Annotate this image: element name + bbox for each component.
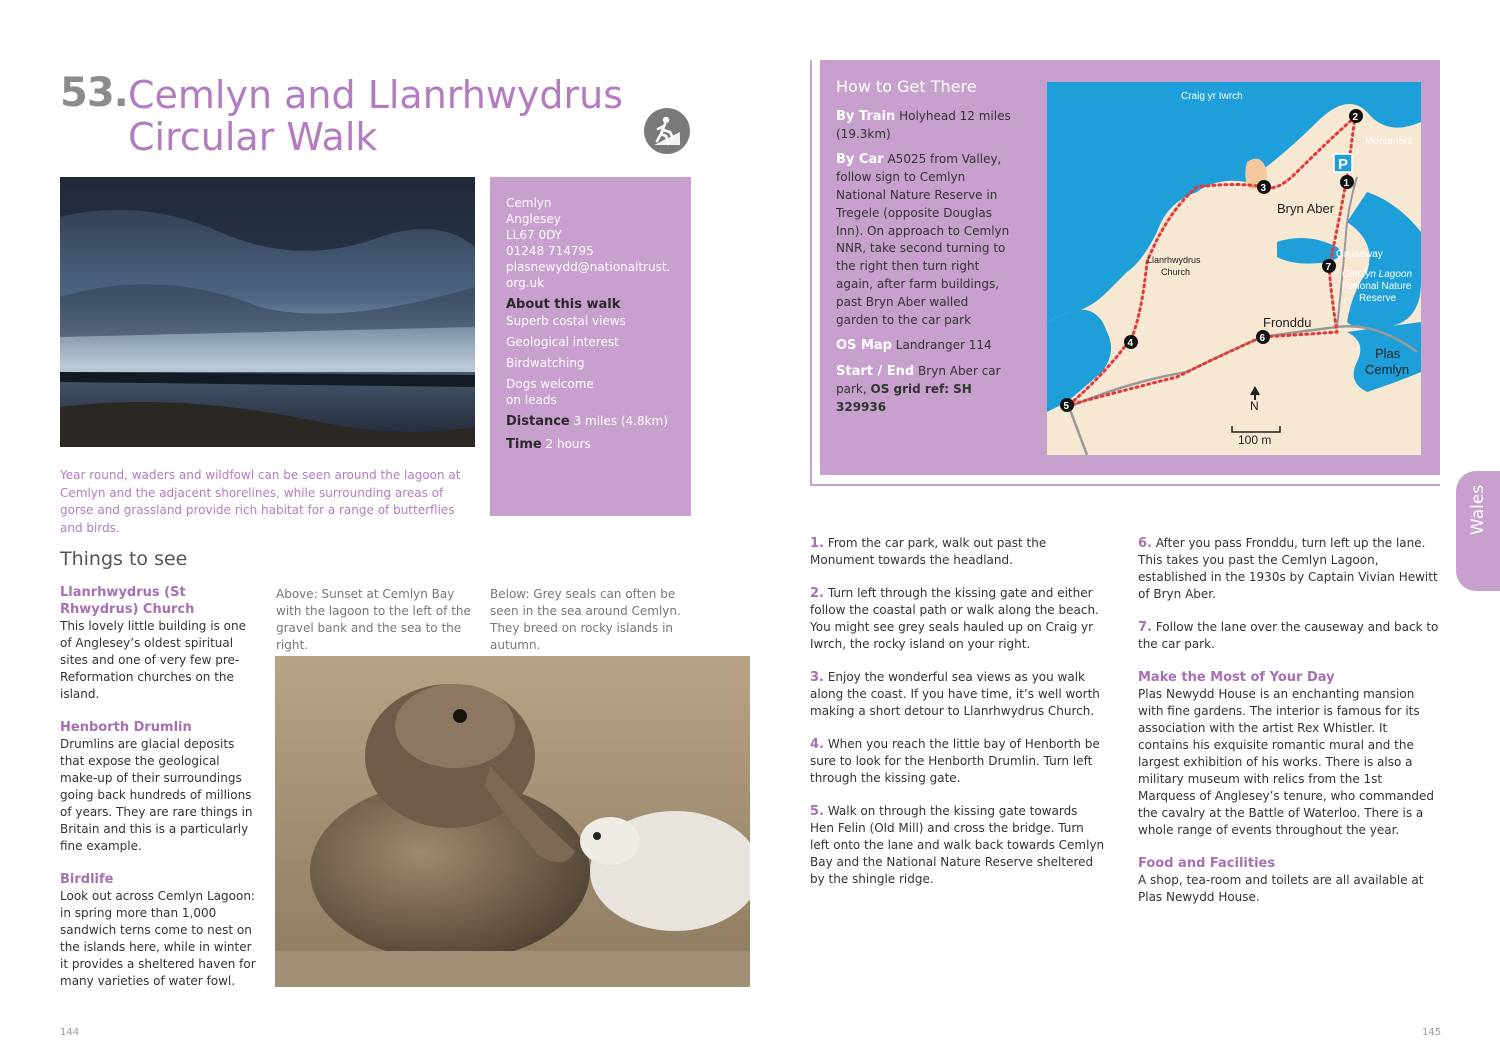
things-item-text: Drumlins are glacial deposits that expose the geological make-up of their surroundings going back hundreds of millions of years. They are rare things in Britain and this is a particularly fine example. bbox=[60, 737, 253, 853]
address-line: LL67 0DY bbox=[506, 228, 563, 242]
step-text: Follow the lane over the causeway and back to the car park. bbox=[1138, 620, 1439, 651]
step-text: From the car park, walk out past the Monument towards the headland. bbox=[810, 536, 1047, 567]
route-steps-col1 bbox=[810, 535, 1105, 904]
step-number: 3. bbox=[810, 670, 824, 685]
things-item-title: Llanrhwydrus (St Rhwydrus) Church bbox=[60, 585, 195, 617]
caption-above: Above: Sunset at Cemlyn Bay with the lagoon to the left of the gravel bank and the sea to the right. bbox=[276, 587, 471, 652]
map-label-reserve-3: Reserve bbox=[1359, 293, 1397, 304]
map-label-church-1: Llanrhwydrus bbox=[1147, 255, 1201, 265]
email-link[interactable]: org.uk bbox=[506, 276, 545, 290]
about-item: Dogs welcome bbox=[506, 377, 594, 391]
time-label: Time bbox=[506, 437, 542, 452]
extra-text: Plas Newydd House is an enchanting mansion with fine gardens. The interior is famous for its association with the artist Rex Whistler. It contains his exquisite romantic mural and the largest exhibition of his works. There is also a military museum with relics from the 1st Marquess of Anglesey’s tenure, who commanded the cavalry at the Battle of Waterloo. There is a whole range of events throughout the year. bbox=[1138, 687, 1434, 837]
page-number-right: 145 bbox=[1422, 1027, 1442, 1038]
email-link[interactable]: plasnewydd@nationaltrust. bbox=[506, 260, 671, 274]
step-number: 1. bbox=[810, 536, 824, 551]
route-map[interactable] bbox=[1047, 82, 1421, 455]
map-label-causeway: Causeway bbox=[1336, 249, 1383, 260]
car-label: By Car bbox=[836, 152, 884, 168]
north-arrow-label: N bbox=[1250, 399, 1259, 413]
distance-value: 3 miles (4.8km) bbox=[573, 414, 668, 428]
about-label: About this walk bbox=[506, 297, 621, 312]
scale-label: 100 m bbox=[1238, 433, 1272, 447]
step-text: When you reach the little bay of Henborth be sure to look for the Henborth Drumlin. Turn left through the kissing gate. bbox=[810, 737, 1100, 785]
step-text: Enjoy the wonderful sea views as you walk along the coast. If you have time, it’s well worth making a short detour to Llanrhwydrus Church. bbox=[810, 670, 1100, 718]
step-text: After you pass Fronddu, turn left up the lane. This takes you past the Cemlyn Lagoon, established in the 1930s by Captain Vivian Hewitt of Bryn Aber. bbox=[1138, 536, 1438, 601]
svg-text:6: 6 bbox=[1259, 333, 1266, 344]
car-text: A5025 from Valley, follow sign to Cemlyn National Nature Reserve in Tregele (opposite Douglas Inn). On approach to Cemlyn NNR, take second turning to the right then turn right again, after farm buildings, past Bryn Aber walled garden to the car park bbox=[836, 152, 1010, 327]
map-label-bryn-aber: Bryn Aber bbox=[1277, 201, 1335, 216]
things-item-title: Henborth Drumlin bbox=[60, 720, 192, 735]
train-text: Holyhead 12 miles (19.3km) bbox=[836, 108, 1011, 141]
extra-title: Make the Most of Your Day bbox=[1138, 670, 1335, 685]
parking-icon: P bbox=[1338, 156, 1349, 173]
extra-section bbox=[1138, 669, 1440, 839]
train-label: By Train bbox=[836, 108, 896, 124]
svg-text:4: 4 bbox=[1127, 338, 1134, 349]
route-step bbox=[810, 535, 1105, 569]
car-directions bbox=[836, 151, 1011, 329]
address-line: Anglesey bbox=[506, 212, 561, 226]
svg-text:3: 3 bbox=[1260, 183, 1267, 194]
extra-section bbox=[1138, 855, 1440, 906]
train-directions bbox=[836, 108, 1011, 144]
map-label-church-2: Church bbox=[1161, 267, 1191, 277]
step-number: 5. bbox=[810, 804, 824, 819]
map-label-reserve-2: National Nature bbox=[1342, 281, 1412, 292]
time-value: 2 hours bbox=[545, 437, 591, 451]
map-label-craig: Craig yr Iwrch bbox=[1181, 91, 1243, 102]
things-item-text: This lovely little building is one of Anglesey’s oldest spiritual sites and one of very few pre-Reformation churches on the island. bbox=[60, 619, 246, 701]
walker-icon bbox=[644, 108, 690, 154]
route-step bbox=[810, 803, 1105, 888]
directions-heading: How to Get There bbox=[836, 77, 977, 96]
svg-text:7: 7 bbox=[1325, 262, 1332, 273]
route-step bbox=[1138, 619, 1440, 653]
map-label-plas-1: Plas bbox=[1375, 346, 1401, 361]
step-number: 6. bbox=[1138, 536, 1152, 551]
map-label-monument: Monument bbox=[1365, 136, 1413, 147]
step-text: Walk on through the kissing gate towards Hen Felin (Old Mill) and cross the bridge. Turn left onto the lane and walk back towards Cemlyn Bay and the National Nature Reserve sheltered by the shingle ridge. bbox=[810, 804, 1105, 886]
os-text: Landranger 114 bbox=[895, 338, 992, 353]
svg-text:2: 2 bbox=[1352, 112, 1359, 123]
page-number-left: 144 bbox=[60, 1027, 80, 1038]
route-steps-col2 bbox=[1138, 535, 1440, 922]
directions-panel bbox=[836, 78, 1011, 425]
map-label-fronddu: Fronddu bbox=[1263, 315, 1312, 330]
region-tab-label: Wales bbox=[1468, 484, 1488, 535]
about-item: Birdwatching bbox=[506, 356, 585, 370]
extra-text: A shop, tea-room and toilets are all available at Plas Newydd House. bbox=[1138, 873, 1424, 904]
grid-ref: OS grid ref: SH 329936 bbox=[836, 381, 972, 414]
route-step bbox=[810, 669, 1105, 720]
map-label-reserve-1: Cemlyn Lagoon bbox=[1342, 269, 1413, 280]
step-number: 7. bbox=[1138, 620, 1152, 635]
extra-title: Food and Facilities bbox=[1138, 856, 1276, 871]
step-number: 2. bbox=[810, 586, 824, 601]
about-item: on leads bbox=[506, 393, 557, 407]
route-step bbox=[810, 585, 1105, 653]
things-item-text: Look out across Cemlyn Lagoon: in spring more than 1,000 sandwich terns come to nest on the islands here, while in winter it provides a sheltered haven for many varieties of water fowl. bbox=[60, 889, 256, 988]
things-item-title: Birdlife bbox=[60, 872, 114, 887]
seal-photo bbox=[275, 656, 750, 987]
region-tab[interactable] bbox=[1456, 471, 1500, 591]
os-map-info bbox=[836, 337, 1011, 355]
svg-text:5: 5 bbox=[1063, 401, 1070, 412]
svg-text:1: 1 bbox=[1343, 178, 1350, 189]
start-label: Start / End bbox=[836, 364, 915, 380]
page-title: Cemlyn and Llanrhwydrus Circular Walk bbox=[128, 73, 624, 159]
start-text: Bryn Aber car park, bbox=[836, 364, 1001, 396]
step-number: 4. bbox=[810, 737, 824, 752]
route-step bbox=[1138, 535, 1440, 603]
things-item bbox=[60, 871, 260, 990]
os-label: OS Map bbox=[836, 338, 892, 354]
intro-caption: Year round, waders and wildfowl can be seen around the lagoon at Cemlyn and the adjacent shorelines, while surrounding areas of gorse and grassland provide rich habitat for a range of butterflies and birds. bbox=[60, 468, 461, 535]
start-end-info bbox=[836, 363, 1011, 416]
step-text: Turn left through the kissing gate and either follow the coastal path or walk along the beach. You might see grey seals hauled up on Craig yr Iwrch, the rocky island on your right. bbox=[810, 586, 1099, 651]
map-label-plas-2: Cemlyn bbox=[1365, 362, 1410, 377]
phone-number: 01248 714795 bbox=[506, 244, 594, 258]
walk-number: 53. bbox=[60, 70, 128, 116]
things-item bbox=[60, 719, 260, 855]
route-step bbox=[810, 736, 1105, 787]
things-item bbox=[60, 584, 260, 703]
walk-info-box bbox=[490, 177, 691, 516]
distance-label: Distance bbox=[506, 414, 570, 429]
address-line: Cemlyn bbox=[506, 196, 552, 210]
caption-below: Below: Grey seals can often be seen in the sea around Cemlyn. They breed on rocky islands in autumn. bbox=[490, 587, 681, 652]
things-heading: Things to see bbox=[60, 548, 188, 570]
about-item: Superb costal views bbox=[506, 314, 626, 328]
about-item: Geological interest bbox=[506, 335, 619, 349]
things-list bbox=[60, 584, 260, 1006]
sunset-photo bbox=[60, 177, 475, 447]
